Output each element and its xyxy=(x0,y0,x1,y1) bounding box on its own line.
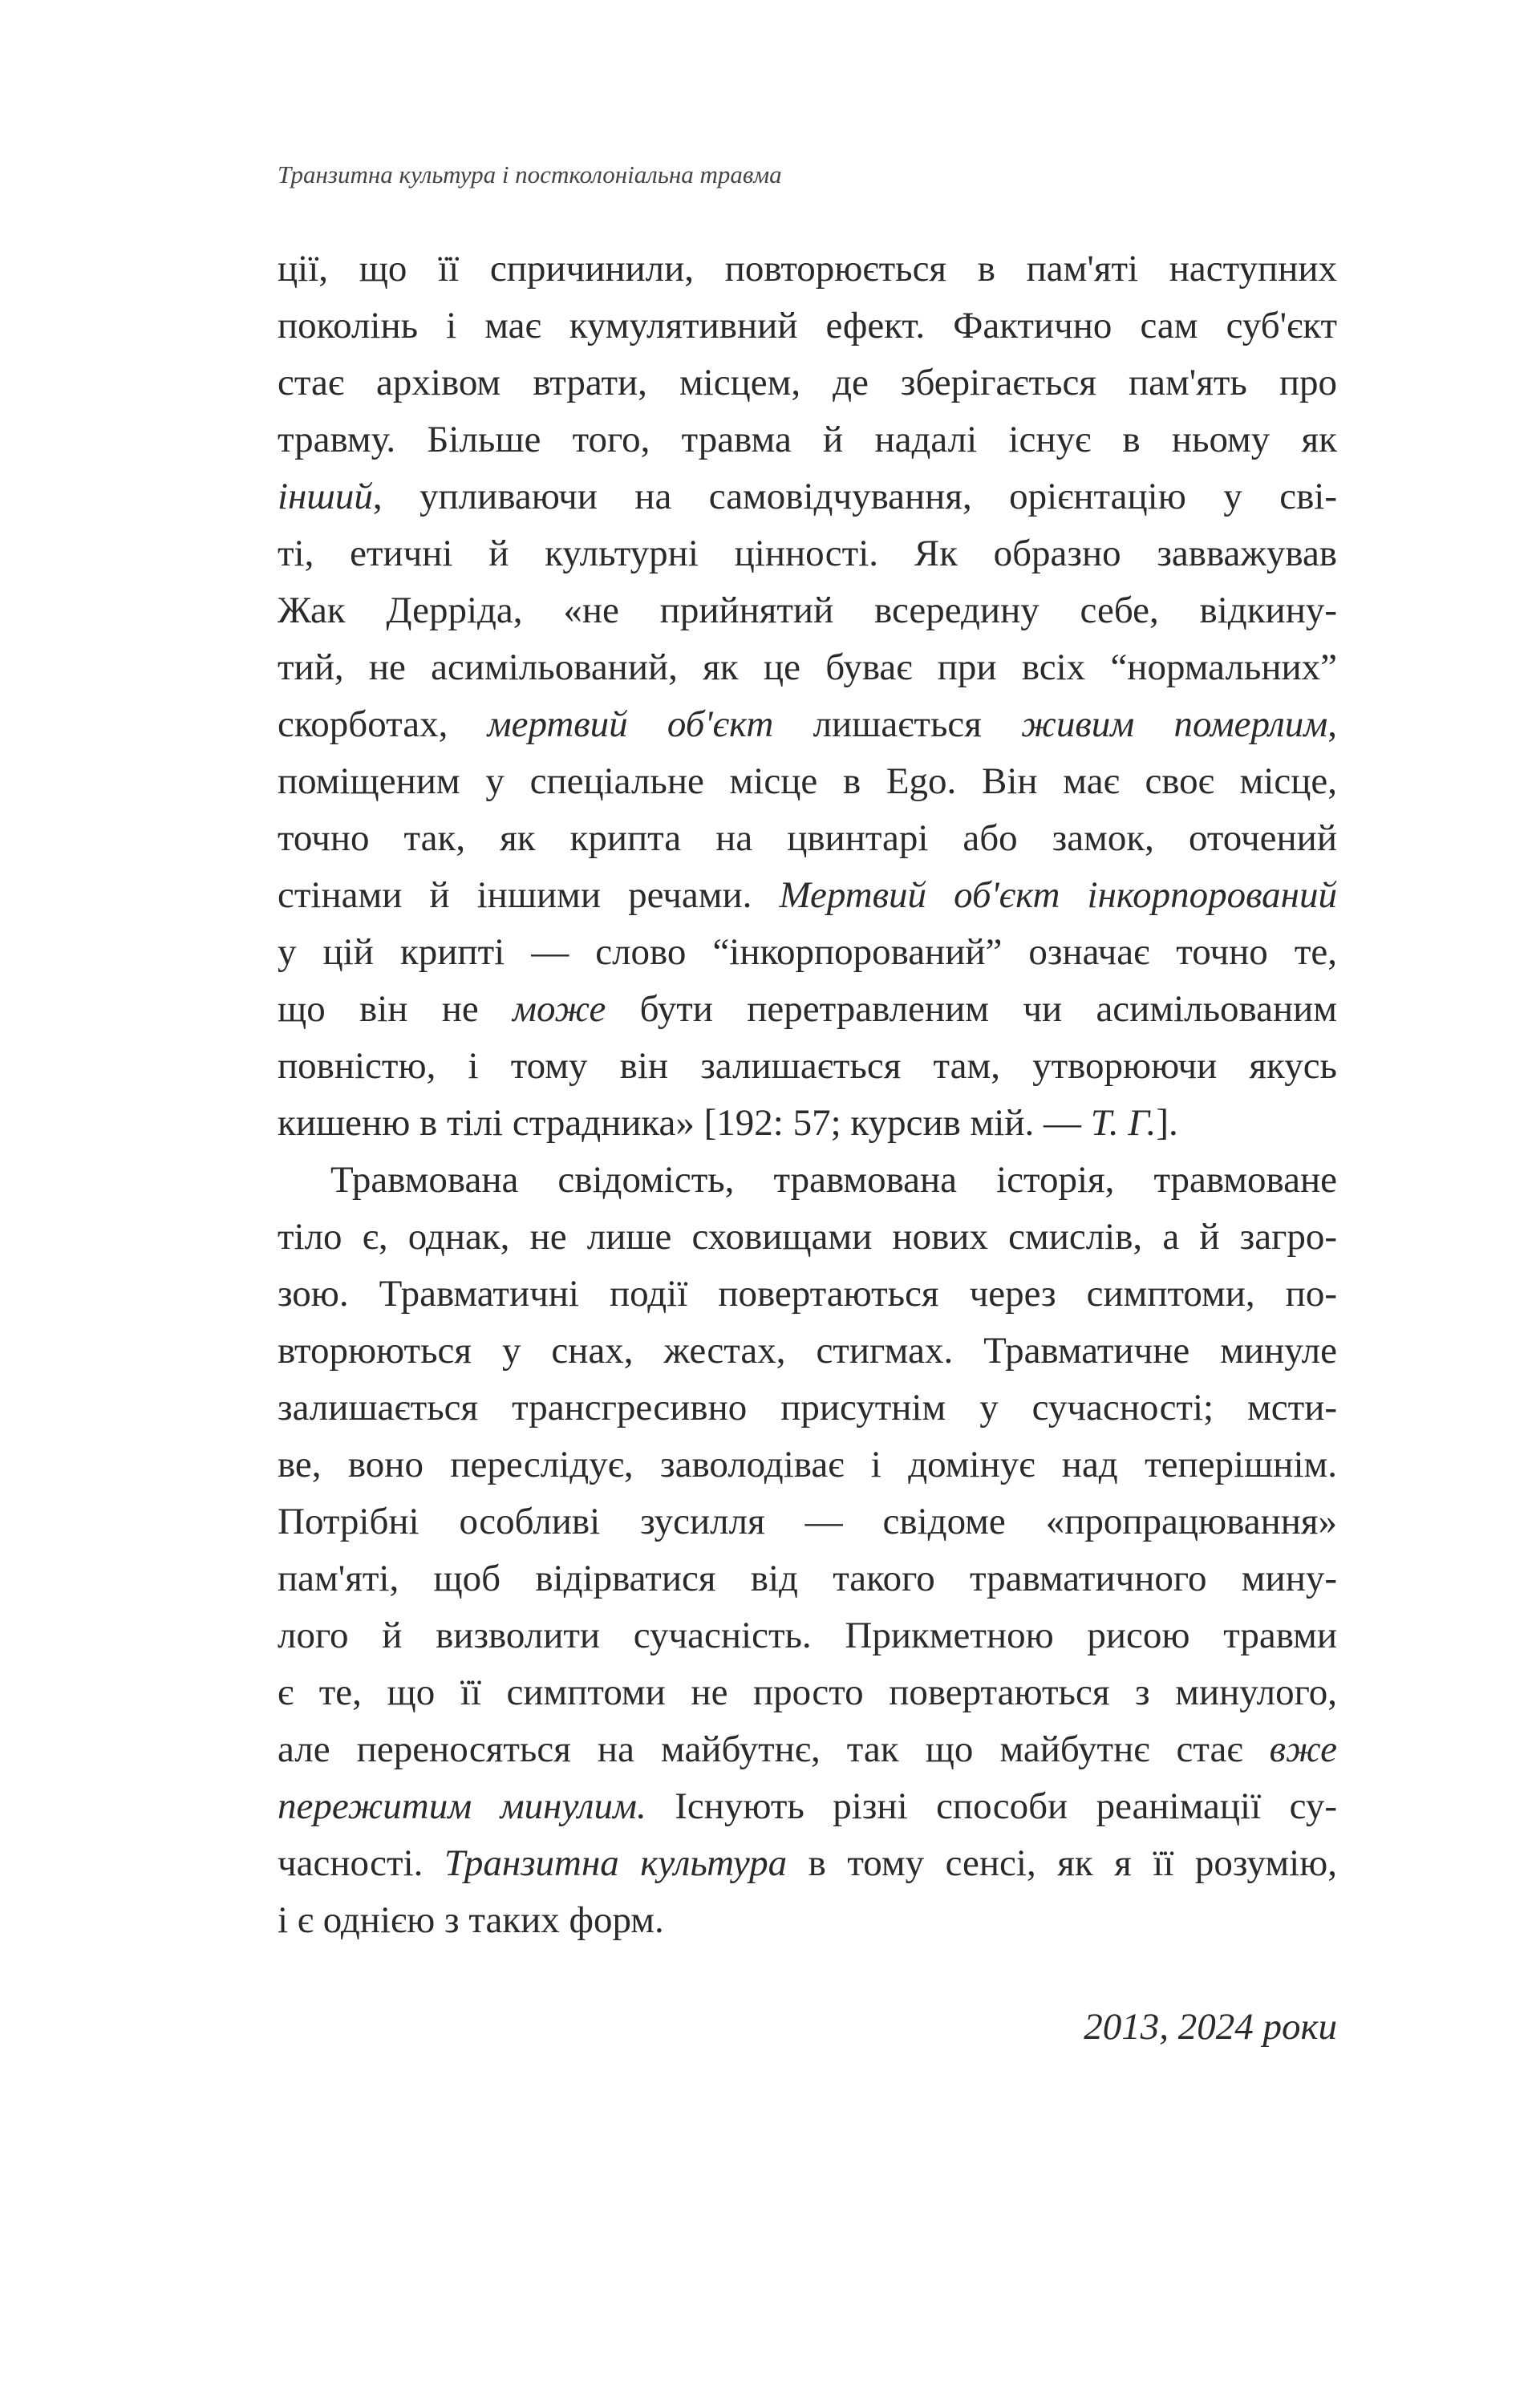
text-segment: Жак Дерріда, «не прийнятий всередину себе, відкину- xyxy=(278,590,1337,631)
text-line xyxy=(278,1607,1337,1664)
text-line xyxy=(278,525,1337,582)
text-line xyxy=(278,1493,1337,1550)
italic-text: пережитим минулим. xyxy=(278,1785,646,1827)
text-line xyxy=(278,1152,1337,1209)
text-line xyxy=(278,1266,1337,1323)
text-line xyxy=(278,753,1337,810)
text-segment: , xyxy=(1327,703,1337,745)
text-line xyxy=(278,981,1337,1038)
text-segment: Існують різні способи реанімації су- xyxy=(646,1785,1337,1827)
text-line xyxy=(278,1323,1337,1380)
text-segment: поміщеним у спеціальне місце в Ego. Він має своє місце, xyxy=(278,760,1337,802)
text-segment: кишеню в тілі страдника» [192: 57; курсив мій. — xyxy=(278,1102,1091,1144)
text-line xyxy=(278,1664,1337,1721)
text-segment: ції, що її спричинили, повторюється в пам'яті наступних xyxy=(278,248,1337,290)
date-signature: 2013, 2024 роки xyxy=(1084,2006,1337,2048)
italic-text: живим померлим xyxy=(1021,703,1328,745)
text-segment: бути перетравленим чи асимільованим xyxy=(606,988,1337,1030)
text-segment: тіло є, однак, не лише сховищами нових смислів, а й загро- xyxy=(278,1216,1337,1258)
text-segment: скорботах, xyxy=(278,703,488,745)
text-segment: в тому сенсі, як я її розумію, xyxy=(787,1842,1338,1884)
text-segment: ]. xyxy=(1156,1102,1178,1144)
text-segment: але переносяться на майбутнє, так що майбутнє стає xyxy=(278,1728,1270,1770)
text-line xyxy=(278,241,1337,298)
text-segment: зою. Травматичні події повертаються через симптоми, по- xyxy=(278,1273,1337,1315)
text-line xyxy=(278,1892,1337,1949)
text-line xyxy=(278,355,1337,411)
text-segment: повністю, і тому він залишається там, утворюючи якусь xyxy=(278,1045,1337,1087)
text-segment: часності. xyxy=(278,1842,444,1884)
text-line xyxy=(278,1437,1337,1493)
text-line xyxy=(278,696,1337,753)
text-segment: стає архівом втрати, місцем, де зберігається пам'ять про xyxy=(278,362,1337,403)
italic-text: Мертвий об'єкт інкорпорований xyxy=(779,874,1337,916)
text-segment: ті, етичні й культурні цінності. Як образно завважував xyxy=(278,533,1337,574)
text-segment: поколінь і має кумулятивний ефект. Фактично сам суб'єкт xyxy=(278,305,1337,346)
text-line xyxy=(278,1835,1337,1892)
text-segment: лишається xyxy=(773,703,1022,745)
text-line xyxy=(278,468,1337,525)
text-segment: залишається трансгресивно присутнім у сучасності; мсти- xyxy=(278,1387,1337,1428)
text-segment: тий, не асимільований, як це буває при всіх “нормальних” xyxy=(278,646,1337,688)
text-line xyxy=(278,639,1337,696)
italic-text: вже xyxy=(1269,1728,1337,1770)
text-segment: травму. Більше того, травма й надалі існує в ньому як xyxy=(278,419,1337,460)
text-line xyxy=(278,1380,1337,1437)
text-line xyxy=(278,1721,1337,1778)
paragraph xyxy=(278,241,1337,1152)
text-segment: лого й визволити сучасність. Прикметною рисою травми xyxy=(278,1615,1337,1656)
text-segment: точно так, як крипта на цвинтарі або замок, оточений xyxy=(278,817,1337,859)
text-segment: що він не xyxy=(278,988,513,1030)
italic-text: Т. Г. xyxy=(1090,1102,1157,1144)
text-segment: пам'яті, щоб відірватися від такого травматичного мину- xyxy=(278,1558,1337,1599)
text-line xyxy=(278,810,1337,867)
text-line xyxy=(278,1038,1337,1095)
text-segment: Травмована свідомість, травмована історія, травмоване xyxy=(330,1159,1337,1201)
text-line xyxy=(278,1778,1337,1835)
text-segment: ве, воно переслідує, заволодіває і домінує над теперішнім. xyxy=(278,1444,1337,1485)
running-header: Транзитна культура і постколоніальна травма xyxy=(278,160,782,188)
text-segment: є те, що її симптоми не просто повертаються з минулого, xyxy=(278,1672,1337,1713)
italic-text: інший xyxy=(278,476,373,517)
text-line xyxy=(278,867,1337,924)
italic-text: може xyxy=(513,988,606,1030)
text-line xyxy=(278,411,1337,468)
text-segment: Потрібні особливі зусилля — свідоме «пропрацювання» xyxy=(278,1501,1337,1542)
text-line xyxy=(278,1095,1337,1152)
text-segment: і є однією з таких форм. xyxy=(278,1899,664,1941)
paragraph xyxy=(278,1152,1337,1949)
text-line xyxy=(278,924,1337,981)
text-segment: вторюються у снах, жестах, стигмах. Травматичне минуле xyxy=(278,1330,1337,1372)
text-segment: , упливаючи на самовідчування, орієнтацію у сві- xyxy=(372,476,1337,517)
text-line xyxy=(278,582,1337,639)
body-text xyxy=(278,241,1337,1949)
text-segment: стінами й іншими речами. xyxy=(278,874,780,916)
text-line xyxy=(278,1209,1337,1266)
text-line xyxy=(278,1550,1337,1607)
text-line xyxy=(278,298,1337,355)
italic-text: Транзитна культура xyxy=(444,1842,788,1884)
italic-text: мертвий об'єкт xyxy=(487,703,774,745)
text-segment: у цій крипті — слово “інкорпорований” означає точно те, xyxy=(278,931,1337,973)
